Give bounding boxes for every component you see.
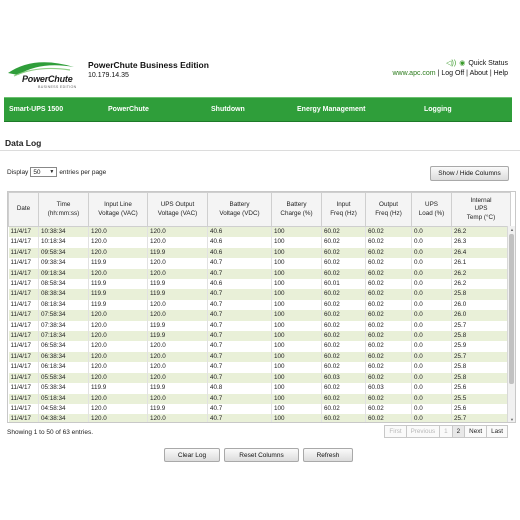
table-cell: 26.0 (452, 310, 511, 320)
table-cell: 60.02 (322, 321, 366, 331)
table-cell: 100 (272, 394, 322, 404)
table-cell: 05:58:34 (39, 373, 89, 383)
table-cell: 100 (272, 237, 322, 247)
table-cell: 120.0 (148, 300, 208, 310)
table-cell: 60.02 (322, 237, 366, 247)
table-cell: 100 (272, 248, 322, 258)
table-row (9, 279, 511, 289)
table-cell: 60.02 (322, 289, 366, 299)
table-cell: 26.2 (452, 279, 511, 289)
table-cell: 40.7 (208, 321, 272, 331)
table-cell: 100 (272, 404, 322, 414)
column-header[interactable]: UPS Output Voltage (VAC) (148, 193, 208, 227)
column-header[interactable]: Internal UPS Temp (°C) (452, 193, 511, 227)
table-cell: 100 (272, 279, 322, 289)
table-cell: 119.9 (89, 258, 148, 268)
table-cell: 60.02 (322, 414, 366, 423)
table-cell: 0.0 (412, 362, 452, 372)
table-cell: 60.02 (366, 310, 412, 320)
table-row (9, 248, 511, 258)
table-cell: 0.0 (412, 414, 452, 423)
table-cell: 11/4/17 (9, 248, 39, 258)
table-cell: 60.02 (366, 352, 412, 362)
table-cell: 119.9 (148, 289, 208, 299)
table-cell: 100 (272, 227, 322, 238)
reset-columns-button[interactable]: Reset Columns (224, 448, 299, 462)
table-cell: 08:18:34 (39, 300, 89, 310)
table-cell: 40.7 (208, 394, 272, 404)
table-cell: 120.0 (148, 258, 208, 268)
table-cell: 60.02 (366, 394, 412, 404)
table-cell: 60.02 (366, 289, 412, 299)
show-hide-columns-button[interactable]: Show / Hide Columns (430, 166, 509, 181)
previous-page-button[interactable]: Previous (406, 425, 441, 438)
scroll-down-icon[interactable]: ▼ (510, 417, 514, 422)
table-cell: 40.7 (208, 373, 272, 383)
table-cell: 25.7 (452, 352, 511, 362)
table-row (9, 321, 511, 331)
table-cell: 60.02 (366, 269, 412, 279)
table-cell: 60.02 (366, 321, 412, 331)
table-cell: 120.0 (89, 331, 148, 341)
table-cell: 60.02 (366, 341, 412, 351)
table-cell: 09:38:34 (39, 258, 89, 268)
table-cell: 119.9 (148, 321, 208, 331)
top-links (392, 70, 508, 77)
table-cell: 120.0 (148, 373, 208, 383)
scroll-thumb[interactable] (509, 234, 514, 384)
table-body (9, 227, 511, 424)
table-cell: 0.0 (412, 341, 452, 351)
column-header[interactable]: Output Freq (Hz) (366, 193, 412, 227)
table-cell: 100 (272, 331, 322, 341)
table-cell: 11/4/17 (9, 227, 39, 238)
table-row (9, 310, 511, 320)
table-cell: 100 (272, 341, 322, 351)
table-cell: 60.02 (322, 258, 366, 268)
table-cell: 120.0 (148, 269, 208, 279)
table-row (9, 404, 511, 414)
table-cell: 120.0 (89, 227, 148, 238)
link-separator: | (466, 70, 468, 77)
table-cell: 0.0 (412, 331, 452, 341)
help-link[interactable]: Help (493, 70, 508, 77)
table-cell: 60.02 (322, 394, 366, 404)
table-cell: 11/4/17 (9, 310, 39, 320)
table-cell: 120.0 (89, 394, 148, 404)
table-row (9, 383, 511, 393)
table-cell: 04:58:34 (39, 404, 89, 414)
table-cell: 11/4/17 (9, 394, 39, 404)
table-cell: 11/4/17 (9, 279, 39, 289)
nav-logging[interactable]: Logging (424, 106, 452, 113)
table-cell: 100 (272, 321, 322, 331)
table-cell: 60.02 (366, 362, 412, 372)
entries-per-page-select[interactable] (30, 167, 57, 177)
table-cell: 11/4/17 (9, 352, 39, 362)
column-header[interactable]: Time (hh:mm:ss) (39, 193, 89, 227)
title-divider (0, 150, 520, 151)
table-cell: 100 (272, 258, 322, 268)
status-ok-icon: ◉ (459, 60, 466, 67)
table-cell: 06:38:34 (39, 352, 89, 362)
table-cell: 40.7 (208, 352, 272, 362)
table-cell: 60.02 (322, 352, 366, 362)
table-cell: 25.7 (452, 321, 511, 331)
table-cell: 100 (272, 289, 322, 299)
table-cell: 40.7 (208, 404, 272, 414)
table-row (9, 289, 511, 299)
table-cell: 11/4/17 (9, 362, 39, 372)
table-cell: 119.9 (89, 289, 148, 299)
entries-per-page-value: 50 (33, 168, 41, 176)
table-cell: 11/4/17 (9, 321, 39, 331)
table-cell: 40.7 (208, 310, 272, 320)
table-cell: 119.9 (89, 279, 148, 289)
table-header-row (9, 193, 511, 227)
link-separator: | (489, 70, 492, 77)
logo-subtext: BUSINESS EDITION (38, 85, 77, 89)
table-cell: 120.0 (89, 248, 148, 258)
table-cell: 40.7 (208, 341, 272, 351)
table-cell: 0.0 (412, 227, 452, 238)
table-cell: 11/4/17 (9, 300, 39, 310)
link-separator: | (437, 70, 440, 77)
table-cell: 25.8 (452, 331, 511, 341)
refresh-button[interactable]: Refresh (303, 448, 353, 462)
table-row (9, 227, 511, 238)
clear-log-button[interactable]: Clear Log (164, 448, 220, 462)
table-cell: 11/4/17 (9, 341, 39, 351)
table-row (9, 362, 511, 372)
table-cell: 0.0 (412, 279, 452, 289)
table-cell: 60.03 (322, 373, 366, 383)
table-cell: 100 (272, 383, 322, 393)
scroll-up-icon[interactable]: ▲ (510, 227, 514, 232)
table-cell: 119.9 (148, 248, 208, 258)
table-cell: 40.8 (208, 383, 272, 393)
table-cell: 100 (272, 352, 322, 362)
table-cell: 25.5 (452, 394, 511, 404)
table-cell: 25.8 (452, 362, 511, 372)
table-cell: 08:58:34 (39, 279, 89, 289)
data-log-table (7, 191, 516, 423)
table-cell: 0.0 (412, 237, 452, 247)
quick-status-label[interactable]: Quick Status (468, 59, 508, 67)
column-header[interactable]: Input Freq (Hz) (322, 193, 366, 227)
table-cell: 120.0 (89, 321, 148, 331)
table-cell: 26.2 (452, 227, 511, 238)
table-cell: 119.9 (148, 383, 208, 393)
column-header[interactable]: Date (9, 193, 39, 227)
table-cell: 120.0 (89, 362, 148, 372)
top-blank-area (0, 0, 520, 55)
table-cell: 60.02 (322, 227, 366, 238)
table-cell: 06:18:34 (39, 362, 89, 372)
table-cell: 120.0 (89, 373, 148, 383)
table-cell: 40.7 (208, 300, 272, 310)
table-cell: 06:58:34 (39, 341, 89, 351)
table-cell: 40.7 (208, 269, 272, 279)
table-cell: 25.8 (452, 289, 511, 299)
table-cell: 11/4/17 (9, 404, 39, 414)
first-page-button[interactable]: First (384, 425, 406, 438)
table-cell: 119.9 (89, 300, 148, 310)
table-cell: 11/4/17 (9, 269, 39, 279)
table-cell: 10:38:34 (39, 227, 89, 238)
last-page-button[interactable]: Last (486, 425, 508, 438)
table-cell: 100 (272, 362, 322, 372)
speaker-icon[interactable]: ◁)) (446, 60, 457, 67)
table-cell: 11/4/17 (9, 331, 39, 341)
table-cell: 40.7 (208, 289, 272, 299)
table-cell: 25.6 (452, 404, 511, 414)
table-cell: 119.9 (148, 331, 208, 341)
table-cell: 60.02 (322, 341, 366, 351)
entries-info: Showing 1 to 50 of 63 entries. (7, 429, 94, 436)
table-cell: 120.0 (148, 237, 208, 247)
table-cell: 60.02 (366, 258, 412, 268)
table-cell: 60.02 (322, 248, 366, 258)
table-cell: 60.02 (366, 331, 412, 341)
table-cell: 25.8 (452, 373, 511, 383)
table-row (9, 237, 511, 247)
table-cell: 120.0 (148, 352, 208, 362)
table-cell: 10:18:34 (39, 237, 89, 247)
table-cell: 09:58:34 (39, 248, 89, 258)
table-cell: 40.7 (208, 414, 272, 423)
table-cell: 60.02 (366, 279, 412, 289)
table-row (9, 300, 511, 310)
app-title: PowerChute Business Edition (88, 60, 209, 70)
table-cell: 11/4/17 (9, 237, 39, 247)
table-cell: 0.0 (412, 321, 452, 331)
display-label: Display (7, 168, 29, 176)
next-page-button[interactable]: Next (464, 425, 487, 438)
table-cell: 120.0 (148, 341, 208, 351)
table-cell: 11/4/17 (9, 373, 39, 383)
table-cell: 120.0 (89, 404, 148, 414)
table-cell: 26.0 (452, 300, 511, 310)
table-cell: 11/4/17 (9, 414, 39, 423)
table-cell: 60.02 (366, 414, 412, 423)
table-cell: 40.6 (208, 248, 272, 258)
table-row (9, 373, 511, 383)
table-cell: 0.0 (412, 352, 452, 362)
table-cell: 120.0 (148, 362, 208, 372)
table-cell: 07:58:34 (39, 310, 89, 320)
table-cell: 0.0 (412, 269, 452, 279)
table-cell: 60.03 (366, 383, 412, 393)
nav-device[interactable]: Smart-UPS 1500 (9, 106, 64, 113)
table-cell: 120.0 (89, 352, 148, 362)
table-cell: 0.0 (412, 289, 452, 299)
table-cell: 25.9 (452, 341, 511, 351)
table-cell: 07:38:34 (39, 321, 89, 331)
table-cell: 120.0 (148, 414, 208, 423)
table-cell: 100 (272, 414, 322, 423)
table-cell: 60.02 (366, 237, 412, 247)
table-cell: 0.0 (412, 373, 452, 383)
table-cell: 60.02 (322, 362, 366, 372)
table-cell: 120.0 (148, 394, 208, 404)
table-cell: 60.02 (366, 373, 412, 383)
logoff-link[interactable]: Log Off (441, 70, 465, 77)
table-cell: 60.02 (322, 331, 366, 341)
table-cell: 05:38:34 (39, 383, 89, 393)
table-cell: 60.01 (322, 279, 366, 289)
table-cell: 07:18:34 (39, 331, 89, 341)
table-cell: 120.0 (89, 237, 148, 247)
table-cell: 08:38:34 (39, 289, 89, 299)
page-2-button[interactable]: 2 (452, 425, 466, 438)
table-cell: 05:18:34 (39, 394, 89, 404)
table-cell: 0.0 (412, 248, 452, 258)
table-cell: 120.0 (89, 269, 148, 279)
table-cell: 26.1 (452, 258, 511, 268)
table-cell: 120.0 (89, 341, 148, 351)
table-cell: 60.02 (366, 300, 412, 310)
table-cell: 11/4/17 (9, 383, 39, 393)
apc-link[interactable]: www.apc.com (392, 70, 436, 77)
powerchute-logo[interactable] (4, 57, 78, 93)
table-row (9, 352, 511, 362)
table-cell: 40.7 (208, 362, 272, 372)
about-link[interactable]: About (469, 70, 488, 77)
table-cell: 25.6 (452, 383, 511, 393)
app-header (0, 55, 520, 97)
table-cell: 60.02 (322, 300, 366, 310)
table-cell: 0.0 (412, 383, 452, 393)
table-cell: 120.0 (148, 310, 208, 320)
column-header[interactable]: Input Line Voltage (VAC) (89, 193, 148, 227)
page-title: Data Log (5, 138, 42, 148)
main-navbar (4, 97, 512, 122)
quick-status[interactable] (446, 59, 508, 67)
table-cell: 0.0 (412, 310, 452, 320)
page-1-button[interactable]: 1 (439, 425, 453, 438)
table-cell: 11/4/17 (9, 258, 39, 268)
table-cell: 0.0 (412, 394, 452, 404)
table-cell: 11/4/17 (9, 289, 39, 299)
table-cell: 60.02 (322, 404, 366, 414)
table-cell: 40.6 (208, 279, 272, 289)
column-header[interactable]: Battery Voltage (VDC) (208, 193, 272, 227)
table-cell: 119.9 (89, 383, 148, 393)
table-cell: 100 (272, 269, 322, 279)
table-cell: 100 (272, 373, 322, 383)
table-cell: 60.02 (366, 404, 412, 414)
table-row (9, 331, 511, 341)
nav-energy-management[interactable]: Energy Management (297, 106, 366, 113)
table-cell: 04:38:34 (39, 414, 89, 423)
table-cell: 26.4 (452, 248, 511, 258)
table-cell: 60.02 (322, 383, 366, 393)
table-cell: 26.2 (452, 269, 511, 279)
table-cell: 60.02 (322, 310, 366, 320)
table-row (9, 269, 511, 279)
table-cell: 40.7 (208, 258, 272, 268)
table-cell: 119.9 (148, 279, 208, 289)
entries-label: entries per page (59, 168, 107, 176)
table-cell: 25.7 (452, 414, 511, 423)
column-header[interactable]: UPS Load (%) (412, 193, 452, 227)
table-cell: 09:18:34 (39, 269, 89, 279)
table-cell: 26.3 (452, 237, 511, 247)
chevron-down-icon: ▼ (49, 169, 55, 175)
table-cell: 119.9 (148, 404, 208, 414)
pagination (385, 425, 508, 438)
table-cell: 60.02 (366, 248, 412, 258)
table-cell: 120.0 (89, 414, 148, 423)
table-cell: 120.0 (89, 310, 148, 320)
table-scrollbar[interactable] (507, 226, 515, 423)
nav-powerchute[interactable]: PowerChute (108, 106, 149, 113)
table-cell: 40.6 (208, 237, 272, 247)
table-cell: 0.0 (412, 258, 452, 268)
table-cell: 40.7 (208, 331, 272, 341)
table-row (9, 341, 511, 351)
logo-name: PowerChute (22, 74, 73, 84)
column-header[interactable]: Battery Charge (%) (272, 193, 322, 227)
table-cell: 60.02 (366, 227, 412, 238)
table-cell: 120.0 (148, 227, 208, 238)
table-cell: 40.6 (208, 227, 272, 238)
table-row (9, 394, 511, 404)
display-length-control (7, 167, 106, 177)
nav-shutdown[interactable]: Shutdown (211, 106, 245, 113)
table-row (9, 258, 511, 268)
table-cell: 0.0 (412, 404, 452, 414)
table-cell: 0.0 (412, 300, 452, 310)
table-cell: 100 (272, 310, 322, 320)
host-ip: 10.179.14.35 (88, 72, 129, 79)
table-cell: 100 (272, 300, 322, 310)
table-cell: 60.02 (322, 269, 366, 279)
table-row (9, 414, 511, 423)
